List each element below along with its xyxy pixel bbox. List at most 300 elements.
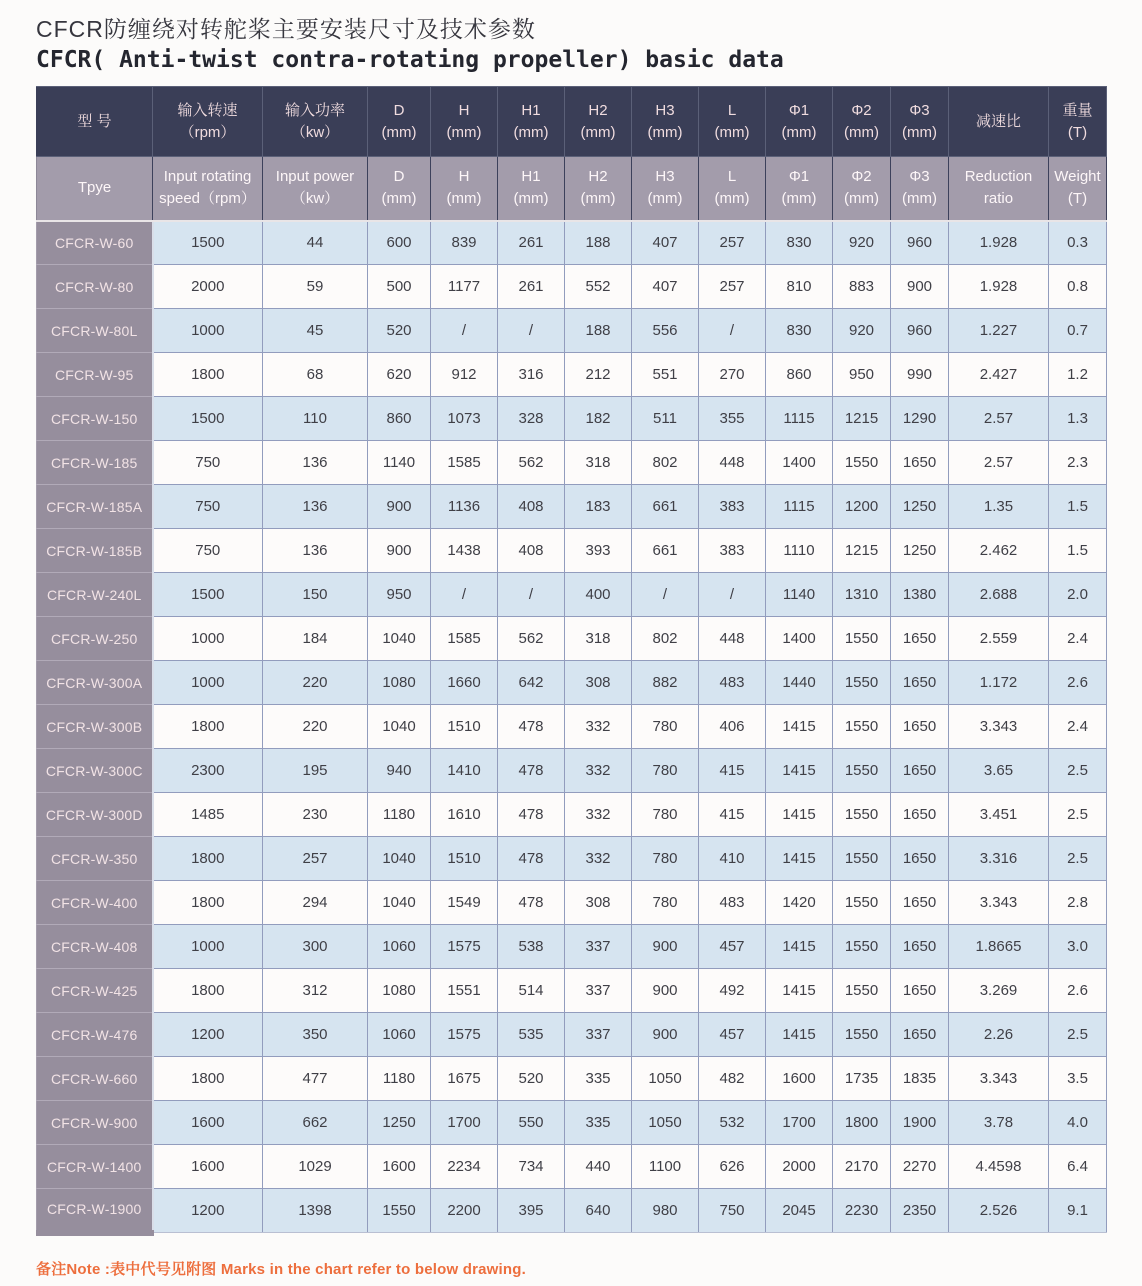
header-cell [565,87,632,157]
table-row [37,309,1107,353]
header-cell [37,157,153,221]
header-cell-line: D [393,168,405,186]
value-cell: 2.427 [949,353,1049,397]
value-cell: 3.343 [949,1057,1049,1101]
header-cell [431,87,498,157]
value-cell: 478 [498,705,565,749]
value-cell: 2.8 [1049,881,1107,925]
value-cell: 780 [632,749,699,793]
value-cell: 1073 [431,397,498,441]
value-cell: 1177 [431,265,498,309]
value-cell: 1549 [431,881,498,925]
model-cell: CFCR-W-660 [37,1057,153,1101]
value-cell: 860 [766,353,833,397]
header-cell-line: (mm) [647,190,683,208]
value-cell: 1290 [891,397,949,441]
value-cell: 1250 [891,485,949,529]
value-cell: 1415 [766,705,833,749]
value-cell: 1650 [891,881,949,925]
header-cell-line: H [458,101,470,119]
header-cell-line: (mm) [446,190,482,208]
header-cell [37,87,153,157]
value-cell: 0.3 [1049,221,1107,265]
value-cell: 2.26 [949,1013,1049,1057]
value-cell: 810 [766,265,833,309]
value-cell: 750 [153,441,263,485]
value-cell: 3.451 [949,793,1049,837]
model-cell: CFCR-W-476 [37,1013,153,1057]
value-cell: 562 [498,441,565,485]
value-cell: 1215 [833,529,891,573]
table-row [37,485,1107,529]
value-cell: 212 [565,353,632,397]
value-cell: 780 [632,837,699,881]
value-cell: 538 [498,925,565,969]
table-row [37,925,1107,969]
value-cell: 1500 [153,221,263,265]
value-cell: / [498,309,565,353]
value-cell: 1550 [368,1189,431,1233]
value-cell: 1800 [153,353,263,397]
value-cell: 1650 [891,749,949,793]
value-cell: 415 [699,749,766,793]
table-row [37,661,1107,705]
page-title-zh: CFCR防缠绕对转舵桨主要安装尺寸及技术参数 [36,16,536,42]
value-cell: 415 [699,793,766,837]
value-cell: 511 [632,397,699,441]
header-cell-line: H2 [588,101,608,119]
table-row [37,221,1107,265]
value-cell: 1800 [833,1101,891,1145]
value-cell: 188 [565,221,632,265]
value-cell: 1.2 [1049,353,1107,397]
value-cell: 535 [498,1013,565,1057]
value-cell: 980 [632,1189,699,1233]
value-cell: 1215 [833,397,891,441]
value-cell: 1660 [431,661,498,705]
value-cell: 182 [565,397,632,441]
value-cell: 1.3 [1049,397,1107,441]
value-cell: 556 [632,309,699,353]
value-cell: 1115 [766,397,833,441]
value-cell: 1610 [431,793,498,837]
model-cell: CFCR-W-408 [37,925,153,969]
value-cell: 1080 [368,661,431,705]
value-cell: 350 [263,1013,368,1057]
value-cell: 3.343 [949,705,1049,749]
value-cell: 308 [565,881,632,925]
value-cell: 626 [699,1145,766,1189]
header-cell-line: Φ2 [851,101,872,119]
value-cell: 448 [699,617,766,661]
header-cell [949,87,1049,157]
value-cell: 183 [565,485,632,529]
header-cell-line: (mm) [844,123,879,141]
value-cell: 400 [565,573,632,617]
value-cell: 335 [565,1057,632,1101]
header-cell-line: 型 号 [77,112,112,130]
value-cell: 1550 [833,705,891,749]
header-cell-line: 输入功率 [284,101,345,119]
table-row [37,705,1107,749]
value-cell: 2.559 [949,617,1049,661]
value-cell: 1650 [891,705,949,749]
value-cell: 1050 [632,1101,699,1145]
header-cell [263,87,368,157]
model-cell: CFCR-W-300D [37,793,153,837]
value-cell: 2.5 [1049,837,1107,881]
value-cell: 662 [263,1101,368,1145]
value-cell: 150 [263,573,368,617]
header-cell [431,157,498,221]
table-row [37,397,1107,441]
value-cell: 1700 [431,1101,498,1145]
value-cell: 900 [632,1013,699,1057]
value-cell: 261 [498,221,565,265]
value-cell: 257 [263,837,368,881]
value-cell: 2.4 [1049,617,1107,661]
header-cell-line: Input rotating [163,168,252,186]
header-cell-line: Input power [275,168,355,186]
header-cell [368,87,431,157]
table-row [37,573,1107,617]
value-cell: 620 [368,353,431,397]
header-cell-line: H1 [521,168,541,186]
header-row-en [37,157,1107,221]
value-cell: 900 [891,265,949,309]
value-cell: 2234 [431,1145,498,1189]
table-row [37,749,1107,793]
value-cell: 1900 [891,1101,949,1145]
value-cell: 3.269 [949,969,1049,1013]
table-row [37,793,1107,837]
value-cell: 1398 [263,1189,368,1233]
header-cell-line: Φ1 [788,101,810,119]
value-cell: 750 [153,485,263,529]
value-cell: 270 [699,353,766,397]
value-cell: 410 [699,837,766,881]
value-cell: 2230 [833,1189,891,1233]
model-cell: CFCR-W-400 [37,881,153,925]
value-cell: 1585 [431,441,498,485]
value-cell: 337 [565,969,632,1013]
value-cell: 1550 [833,837,891,881]
value-cell: 59 [263,265,368,309]
value-cell: 1600 [368,1145,431,1189]
value-cell: 332 [565,705,632,749]
value-cell: 839 [431,221,498,265]
value-cell: 1.928 [949,221,1049,265]
header-cell [1049,87,1107,157]
value-cell: 1585 [431,617,498,661]
value-cell: 1310 [833,573,891,617]
value-cell: 0.8 [1049,265,1107,309]
header-cell-line: H3 [655,101,675,119]
value-cell: 2.526 [949,1189,1049,1233]
value-cell: 1675 [431,1057,498,1101]
header-cell-line: (T) [1067,123,1088,141]
value-cell: 920 [833,309,891,353]
value-cell: 2.6 [1049,661,1107,705]
header-cell [498,157,565,221]
value-cell: 990 [891,353,949,397]
value-cell: 0.7 [1049,309,1107,353]
value-cell: 1136 [431,485,498,529]
value-cell: / [498,573,565,617]
model-cell: CFCR-W-300C [37,749,153,793]
value-cell: 1550 [833,793,891,837]
value-cell: 220 [263,705,368,749]
value-cell: 478 [498,749,565,793]
value-cell: 4.4598 [949,1145,1049,1189]
value-cell: 478 [498,881,565,925]
table-row [37,1145,1107,1189]
header-cell-line: Φ3 [909,101,930,119]
value-cell: 220 [263,661,368,705]
value-cell: 1650 [891,661,949,705]
value-cell: 1550 [833,441,891,485]
value-cell: 1800 [153,969,263,1013]
value-cell: 2170 [833,1145,891,1189]
model-cell: CFCR-W-350 [37,837,153,881]
header-cell-line: (mm) [714,123,750,141]
value-cell: 2.5 [1049,1013,1107,1057]
header-cell-line: 减速比 [975,112,1021,130]
value-cell: 750 [699,1189,766,1233]
value-cell: / [632,573,699,617]
value-cell: 1110 [766,529,833,573]
header-cell-line: H3 [655,168,675,186]
value-cell: 1415 [766,837,833,881]
value-cell: 1650 [891,1013,949,1057]
value-cell: 1.8665 [949,925,1049,969]
model-cell: CFCR-W-1400 [37,1145,153,1189]
value-cell: 1060 [368,1013,431,1057]
value-cell: 883 [833,265,891,309]
value-cell: 900 [368,529,431,573]
value-cell: 1550 [833,749,891,793]
header-cell-line: (mm) [381,190,417,208]
value-cell: 1115 [766,485,833,529]
value-cell: 9.1 [1049,1189,1107,1233]
model-cell: CFCR-W-95 [37,353,153,397]
value-cell: 1800 [153,881,263,925]
value-cell: 780 [632,793,699,837]
value-cell: 195 [263,749,368,793]
value-cell: 2.6 [1049,969,1107,1013]
value-cell: 1485 [153,793,263,837]
value-cell: 393 [565,529,632,573]
value-cell: 1180 [368,1057,431,1101]
value-cell: 1400 [766,441,833,485]
header-cell-line: (mm) [714,190,750,208]
value-cell: 318 [565,441,632,485]
value-cell: 1180 [368,793,431,837]
table-row [37,1013,1107,1057]
model-cell: CFCR-W-250 [37,617,153,661]
header-cell-line: L [727,101,737,119]
table-head [37,87,1107,221]
value-cell: 2045 [766,1189,833,1233]
value-cell: 44 [263,221,368,265]
header-cell-line: (mm) [513,123,549,141]
value-cell: 1410 [431,749,498,793]
header-cell-line: (mm) [647,123,683,141]
value-cell: 407 [632,265,699,309]
value-cell: 551 [632,353,699,397]
value-cell: 1.5 [1049,485,1107,529]
value-cell: 316 [498,353,565,397]
value-cell: 2300 [153,749,263,793]
value-cell: 1500 [153,397,263,441]
value-cell: 383 [699,529,766,573]
value-cell: 406 [699,705,766,749]
value-cell: 960 [891,309,949,353]
value-cell: / [699,573,766,617]
header-cell [153,157,263,221]
value-cell: 1440 [766,661,833,705]
value-cell: 2.57 [949,397,1049,441]
header-cell-line: （kw） [290,190,340,208]
header-cell-line: (mm) [381,123,417,141]
value-cell: 136 [263,441,368,485]
value-cell: 2.5 [1049,749,1107,793]
model-cell: CFCR-W-80L [37,309,153,353]
value-cell: 1250 [368,1101,431,1145]
value-cell: 1550 [833,661,891,705]
value-cell: 1600 [153,1101,263,1145]
header-row-zh [37,87,1107,157]
value-cell: 514 [498,969,565,1013]
value-cell: 1040 [368,837,431,881]
value-cell: 2000 [153,265,263,309]
header-cell-line: Weight [1054,168,1101,186]
value-cell: 1000 [153,925,263,969]
value-cell: 2.4 [1049,705,1107,749]
value-cell: 328 [498,397,565,441]
header-cell [632,87,699,157]
value-cell: 640 [565,1189,632,1233]
table-row [37,441,1107,485]
value-cell: 1250 [891,529,949,573]
value-cell: 1380 [891,573,949,617]
table-row [37,969,1107,1013]
value-cell: 1.172 [949,661,1049,705]
header-cell-line: (mm) [580,123,616,141]
table-row [37,1057,1107,1101]
header-cell-line: (mm) [580,190,616,208]
value-cell: 552 [565,265,632,309]
model-cell: CFCR-W-185B [37,529,153,573]
value-cell: 1200 [153,1189,263,1233]
value-cell: 3.0 [1049,925,1107,969]
value-cell: 882 [632,661,699,705]
value-cell: / [431,573,498,617]
value-cell: 1415 [766,925,833,969]
header-cell [699,87,766,157]
value-cell: 520 [368,309,431,353]
value-cell: 257 [699,221,766,265]
value-cell: 1040 [368,705,431,749]
value-cell: 257 [699,265,766,309]
footer-note: 备注Note :表中代号见附图 Marks in the chart refer to below drawing. [36,1260,526,1278]
value-cell: 780 [632,881,699,925]
value-cell: 3.65 [949,749,1049,793]
value-cell: 1550 [833,881,891,925]
value-cell: 1800 [153,837,263,881]
value-cell: 477 [263,1057,368,1101]
value-cell: 830 [766,221,833,265]
value-cell: 457 [699,1013,766,1057]
header-cell [565,157,632,221]
value-cell: 1650 [891,969,949,1013]
value-cell: 2.0 [1049,573,1107,617]
header-cell [699,157,766,221]
header-cell-line: Φ1 [788,168,810,186]
value-cell: 1550 [833,1013,891,1057]
value-cell: 318 [565,617,632,661]
value-cell: 2270 [891,1145,949,1189]
value-cell: 1040 [368,617,431,661]
value-cell: 308 [565,661,632,705]
value-cell: 950 [368,573,431,617]
model-cell: CFCR-W-185A [37,485,153,529]
value-cell: 1000 [153,309,263,353]
value-cell: 2.688 [949,573,1049,617]
spec-table [36,86,1107,1236]
value-cell: 1800 [153,705,263,749]
header-cell-line: L [727,168,737,186]
header-cell-line: (mm) [781,190,817,208]
value-cell: 1438 [431,529,498,573]
header-cell [833,157,891,221]
value-cell: 483 [699,881,766,925]
header-cell-line: H1 [521,101,541,119]
value-cell: 1551 [431,969,498,1013]
header-cell-line: Reduction [964,168,1033,186]
header-cell-line: (mm) [446,123,482,141]
header-cell-line: H2 [588,168,608,186]
value-cell: 802 [632,441,699,485]
value-cell: 332 [565,837,632,881]
value-cell: 1415 [766,969,833,1013]
table-row [37,529,1107,573]
header-cell-line: D [393,101,405,119]
value-cell: 1.928 [949,265,1049,309]
value-cell: 332 [565,749,632,793]
table-row [37,353,1107,397]
header-cell [766,87,833,157]
value-cell: 960 [891,221,949,265]
value-cell: 1420 [766,881,833,925]
value-cell: 1500 [153,573,263,617]
header-cell [891,87,949,157]
value-cell: 1550 [833,617,891,661]
value-cell: 1029 [263,1145,368,1189]
value-cell: 45 [263,309,368,353]
header-cell [949,157,1049,221]
page-title-en: CFCR( Anti-twist contra-rotating propeller) basic data [36,47,784,73]
value-cell: 912 [431,353,498,397]
value-cell: 483 [699,661,766,705]
value-cell: 2.3 [1049,441,1107,485]
value-cell: 2350 [891,1189,949,1233]
header-cell-line: 重量 [1062,101,1093,119]
value-cell: 600 [368,221,431,265]
model-cell: CFCR-W-900 [37,1101,153,1145]
value-cell: 1415 [766,793,833,837]
value-cell: 261 [498,265,565,309]
